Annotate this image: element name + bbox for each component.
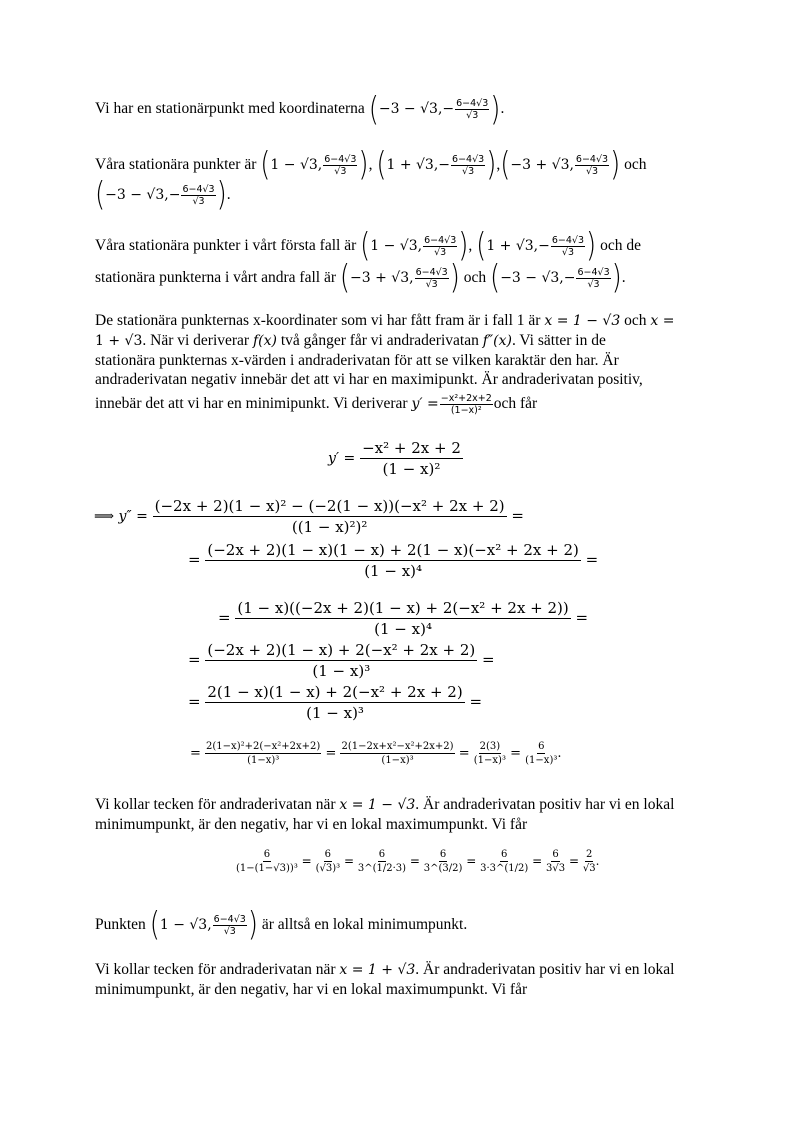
point-x: −3 − √3, [378, 101, 443, 118]
den: √3 [334, 165, 347, 177]
text: Punkten [95, 916, 146, 933]
text: stationära punkterna i vårt andra fall är [95, 269, 336, 286]
math: x = [650, 313, 675, 329]
equals: = [510, 746, 522, 761]
paragraph-check-1 [95, 795, 705, 834]
num: 6−4√3 [213, 913, 246, 925]
num: 6 [501, 849, 508, 860]
point-y [575, 154, 609, 177]
den: (√3)³ [315, 863, 341, 874]
equation-step-4 [218, 598, 588, 639]
point-x: 1 − √3, [270, 157, 323, 173]
num: −x²+2x+2 [440, 393, 492, 404]
equals: = [301, 854, 312, 868]
period: . [557, 746, 562, 761]
lhs: = [218, 608, 231, 627]
text: Våra stationära punkter är [95, 156, 257, 173]
equals: = [568, 854, 579, 868]
sign: − [538, 238, 550, 254]
paragraph-stationary-points: Våra stationära punkter är (1 − √3, $\frac{6-4√3}{√3}$ ), (1 + √3,− $\frac{6-4√3}{√3}$ ),(−3 + √3, $\frac{6-4√3}{√3}$ ) och (−3 − √3,− $\frac{6-4√3}{√3}$ ). [95, 146, 647, 215]
text: . Vi sätter in de [511, 332, 606, 349]
text: andraderivatan negativ innebär det att vi har en maximipunkt. Är andraderivatan positiv, [95, 371, 643, 388]
den: √3 [192, 195, 205, 207]
num: 6−4√3 [575, 153, 609, 165]
fraction [440, 393, 493, 416]
num: 6−4√3 [182, 183, 215, 195]
math: x = 1 + √3 [339, 962, 416, 978]
num: 2(1−x)²+2(−x²+2x+2) [206, 741, 321, 752]
den: ((1 − x)²)² [291, 518, 368, 536]
text: och [463, 269, 487, 286]
fraction [358, 848, 406, 875]
fraction [205, 540, 581, 581]
equals: = [511, 506, 524, 525]
point-x: 1 + √3, [386, 157, 439, 173]
den: 3^(1/2·3) [357, 863, 407, 874]
text: minimumpunkt, är den negativ, har vi en lokal maximumpunkt. Vi får [95, 981, 528, 998]
equation-first-derivative [328, 438, 463, 479]
math: y′ = [411, 396, 439, 413]
equation-step-6 [188, 682, 482, 723]
equation-step-7 [190, 740, 562, 767]
fraction [480, 848, 528, 875]
den: (1 − x)⁴ [374, 620, 432, 638]
den: (1−x)³ [525, 755, 558, 766]
math: 1 + √3 [95, 333, 143, 349]
equals: = [469, 692, 483, 711]
num: 2(1−2x+x²−x²+2x+2) [341, 741, 454, 752]
sign: − [563, 270, 576, 286]
lhs: y′ = [328, 450, 356, 467]
paragraph-second-derivative [95, 311, 705, 416]
num: (−2x + 2)(1 − x)² − (−2(1 − x))(−x² + 2x + 2) [154, 497, 505, 515]
fraction [316, 848, 341, 875]
den: √3 [561, 246, 574, 258]
num: 6−4√3 [415, 266, 448, 278]
equals: = [532, 854, 543, 868]
num: 6−4√3 [577, 266, 610, 278]
text: och [624, 312, 647, 329]
den: (1−x)³ [247, 755, 280, 766]
num: 6 [324, 849, 332, 860]
den: √3 [223, 925, 236, 937]
den: √3 [587, 278, 600, 290]
fraction [205, 640, 477, 681]
equals: = [190, 746, 201, 761]
text: minimumpunkt, är den negativ, har vi en lokal maximumpunkt. Vi får [95, 816, 528, 833]
equation-second-derivative [94, 496, 524, 537]
den: (1 − x)² [382, 460, 441, 478]
num: 6 [378, 849, 386, 860]
equals: = [482, 650, 495, 669]
equation-step-3 [188, 540, 598, 581]
text: innebär det att vi har en minimipunkt. Vi deriverar [95, 395, 408, 413]
num: (−2x + 2)(1 − x)(1 − x) + 2(1 − x)(−x² + 2x + 2) [207, 541, 579, 559]
point-y [423, 235, 457, 258]
point-y [213, 914, 247, 937]
fraction [235, 598, 570, 639]
num: 6 [439, 849, 447, 860]
equals: = [585, 550, 599, 569]
point-y [181, 184, 215, 207]
den: (1−x)³ [381, 755, 414, 766]
den: (1−x)³ [473, 755, 506, 766]
den: 3·3^(1/2) [480, 863, 529, 874]
point-y [551, 235, 585, 258]
num: 2(3) [479, 741, 501, 752]
point-x: −3 − √3, [105, 187, 169, 203]
period: . [500, 100, 505, 118]
sign: − [438, 157, 451, 173]
och: och [624, 156, 647, 173]
lhs: = [188, 650, 201, 669]
fraction [205, 740, 321, 767]
den: √3 [582, 863, 596, 874]
fraction [360, 438, 463, 479]
num: 6−4√3 [452, 153, 485, 165]
text: två gånger får vi andraderivatan [280, 332, 479, 349]
fraction [205, 682, 464, 723]
lhs: = [188, 692, 201, 711]
point-y [455, 98, 489, 121]
math: x = 1 − √3 [339, 797, 416, 813]
sign: − [442, 101, 455, 118]
equals: = [466, 854, 477, 868]
fraction [153, 496, 507, 537]
den: √3 [425, 278, 438, 290]
text: och de [600, 237, 641, 254]
text: . När vi deriverar [142, 332, 250, 349]
text: . Är andraderivatan positiv har vi en lokal [415, 961, 675, 978]
fraction [474, 740, 506, 767]
num: 6 [263, 849, 271, 860]
math: f(x) [252, 333, 277, 349]
den: √3 [462, 165, 475, 177]
equation-check-1-chain [236, 848, 599, 875]
text: och får [493, 395, 538, 413]
fraction [424, 848, 463, 875]
num: 6−4√3 [456, 98, 489, 109]
text: Vi kollar tecken för andraderivatan när [95, 961, 336, 978]
num: 6 [552, 849, 559, 860]
sign: − [168, 187, 181, 203]
text: stationära punkternas x-värden i andraderivatan för att se vilken karaktär den har. Är [95, 352, 619, 369]
text: Vi har en stationärpunkt med koordinaterna [95, 100, 365, 118]
fraction [525, 740, 557, 767]
point-x: −3 + √3, [350, 270, 414, 286]
point-y [451, 154, 485, 177]
den: (1−(1−√3))³ [236, 863, 298, 874]
num: 2(1 − x)(1 − x) + 2(−x² + 2x + 2) [207, 683, 463, 701]
text: De stationära punkternas x-koordinater som vi har fått fram är i fall 1 är [95, 312, 541, 329]
point-x: 1 − √3, [370, 238, 423, 254]
num: 2 [586, 849, 593, 860]
math: x = 1 − √3 [544, 313, 621, 329]
lhs: = [188, 550, 201, 569]
num: 6 [538, 741, 545, 752]
den: (1 − x)³ [306, 704, 364, 722]
point-x: −3 + √3, [510, 157, 574, 173]
equation-step-5 [188, 640, 495, 681]
text: Vi kollar tecken för andraderivatan när [95, 796, 336, 813]
point-y [323, 154, 357, 177]
point-x: −3 − √3, [500, 270, 564, 286]
fraction [236, 848, 298, 875]
den: 3√3 [546, 863, 566, 874]
den: (1 − x)⁴ [364, 562, 423, 580]
equals: = [409, 854, 420, 868]
den: (1−x)² [450, 405, 482, 416]
fraction [546, 848, 565, 875]
text: är alltså en lokal minimumpunkt. [261, 916, 468, 933]
period: . [595, 854, 600, 868]
equals: = [575, 608, 589, 627]
num: 6−4√3 [551, 234, 585, 246]
den: √3 [434, 246, 447, 258]
point-x: 1 − √3, [159, 917, 212, 933]
paragraph-conclusion: Punkten (1 − √3, $\frac{6-4√3}{√3}$ ) är alltså en lokal minimumpunkt. [95, 906, 468, 945]
num: (1 − x)((−2x + 2)(1 − x) + 2(−x² + 2x + 2)) [237, 599, 569, 617]
text: . Är andraderivatan positiv har vi en lokal [415, 796, 675, 813]
equals: = [325, 746, 337, 761]
num: −x² + 2x + 2 [362, 439, 461, 457]
num: 6−4√3 [424, 234, 457, 246]
num: 6−4√3 [324, 153, 357, 165]
den: (1 − x)³ [312, 662, 371, 680]
den: √3 [466, 110, 479, 121]
den: 3^(3/2) [423, 863, 463, 874]
lhs: ⟹ y″ = [94, 508, 148, 525]
paragraph-cases: Våra stationära punkter i vårt första fall är (1 − √3, $\frac{6-4√3}{√3}$ ), (1 + √3,− $\frac{6-4√3}{√3}$ ) och de stationära punkterna i vårt andra fall är (−3 + √3, $\frac{6-4√3}{√3}$ ) och (−3 − √3,− $\frac{6-4√3}{√3}$ ). [95, 227, 641, 298]
paragraph-stationary-point: Vi har en stationärpunkt med koordinaterna (−3 − √3,− $\frac{6-4√3}{√3}$ ). [95, 90, 505, 129]
den: √3 [585, 165, 599, 177]
point-y [576, 267, 610, 290]
fraction [583, 848, 596, 875]
num: (−2x + 2)(1 − x) + 2(−x² + 2x + 2) [207, 641, 476, 659]
text: Våra stationära punkter i vårt första fall är [95, 237, 357, 254]
paragraph-check-2 [95, 960, 705, 999]
point-y [415, 267, 449, 290]
math: f″(x) [482, 333, 512, 349]
equals: = [343, 854, 354, 868]
point-x: 1 + √3, [486, 238, 539, 254]
fraction [340, 740, 454, 767]
equals: = [458, 746, 470, 761]
